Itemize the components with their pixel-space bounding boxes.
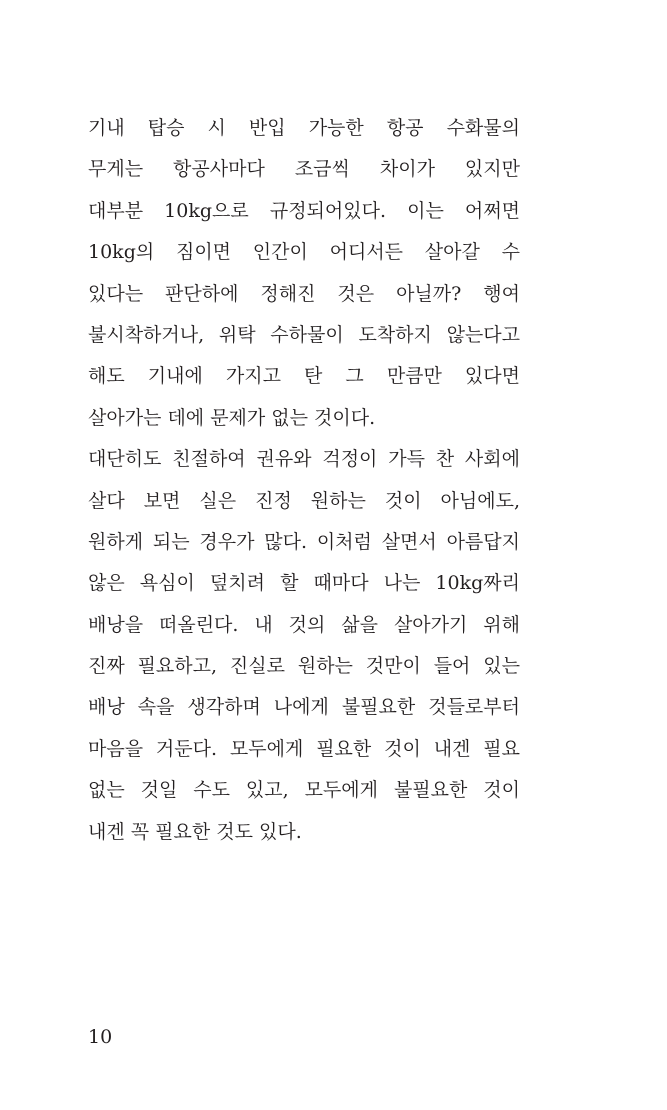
text-line: 살다 보면 실은 진정 원하는 것이 아님에도, bbox=[88, 489, 520, 512]
text-line: 원하게 되는 경우가 많다. 이처럼 살면서 아름답지 bbox=[88, 530, 520, 553]
text-line: 않은 욕심이 덮치려 할 때마다 나는 10kg짜리 bbox=[88, 572, 520, 595]
text-line: 무게는 항공사마다 조금씩 차이가 있지만 bbox=[88, 158, 520, 181]
text-line: 배낭 속을 생각하며 나에게 불필요한 것들로부터 bbox=[88, 696, 520, 719]
page-number: 10 bbox=[88, 1026, 113, 1048]
text-line: 10kg의 짐이면 인간이 어디서든 살아갈 수 bbox=[88, 241, 520, 264]
text-line: 있다는 판단하에 정해진 것은 아닐까? 행여 bbox=[88, 282, 520, 305]
body-text bbox=[88, 108, 520, 853]
text-line: 기내 탑승 시 반입 가능한 항공 수화물의 bbox=[88, 117, 520, 139]
text-line: 살아가는 데에 문제가 없는 것이다. bbox=[88, 406, 376, 429]
text-line: 대단히도 친절하여 권유와 걱정이 가득 찬 사회에 bbox=[88, 448, 520, 471]
text-line: 진짜 필요하고, 진실로 원하는 것만이 들어 있는 bbox=[88, 655, 520, 678]
text-line: 없는 것일 수도 있고, 모두에게 불필요한 것이 bbox=[88, 779, 520, 802]
text-line: 마음을 거둔다. 모두에게 필요한 것이 내겐 필요 bbox=[88, 737, 520, 760]
paragraph-1 bbox=[88, 108, 520, 439]
paragraph-2 bbox=[88, 439, 520, 853]
text-line: 대부분 10kg으로 규정되어있다. 이는 어쩌면 bbox=[88, 199, 520, 222]
text-line: 배낭을 떠올린다. 내 것의 삶을 살아가기 위해 bbox=[88, 613, 520, 636]
text-line: 불시착하거나, 위탁 수하물이 도착하지 않는다고 bbox=[88, 323, 520, 346]
text-line: 해도 기내에 가지고 탄 그 만큼만 있다면 bbox=[88, 365, 520, 388]
text-line: 내겐 꼭 필요한 것도 있다. bbox=[88, 820, 302, 843]
